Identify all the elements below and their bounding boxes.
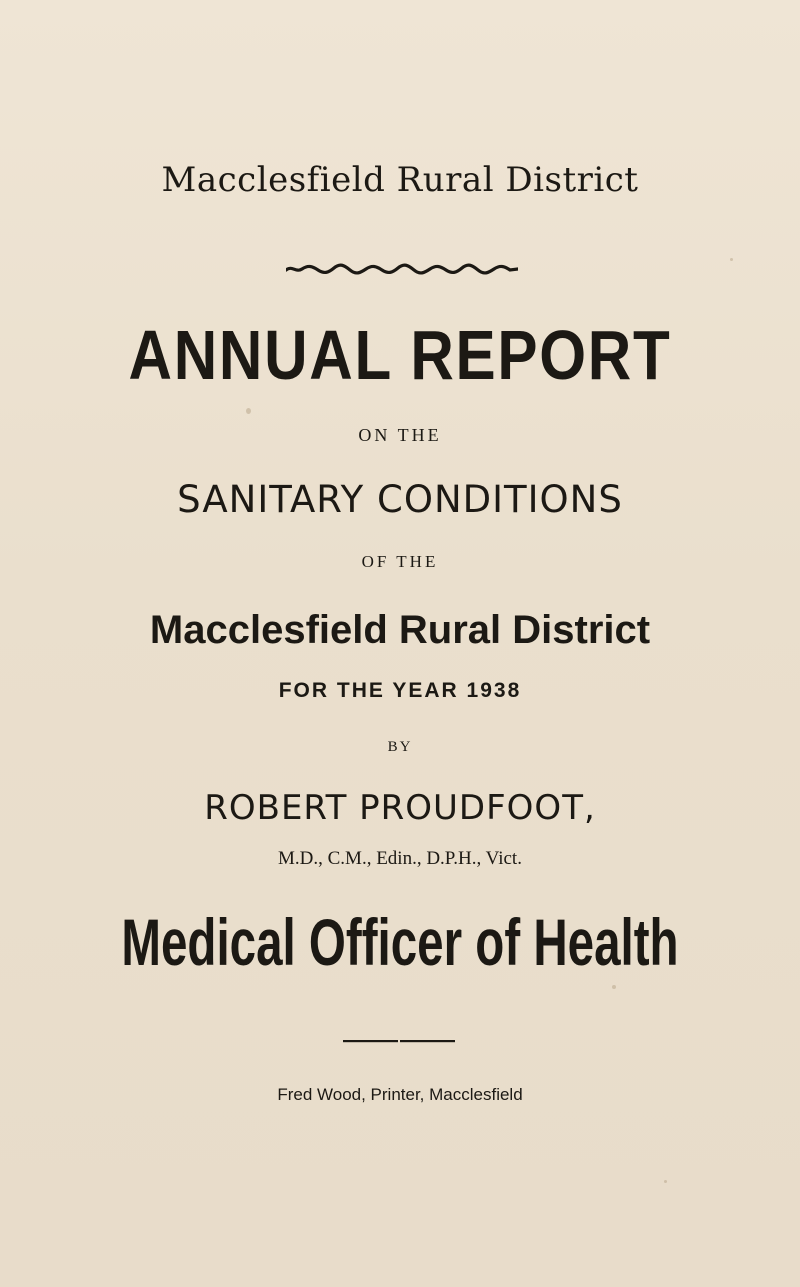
of-the-label: OF THE (361, 552, 439, 571)
by-label: BY (387, 739, 413, 755)
report-year: FOR THE YEAR 1938 (278, 679, 522, 702)
author-qualifications: M.D., C.M., Edin., D.P.H., Vict. (278, 848, 522, 869)
printer-imprint: Fred Wood, Printer, Macclesfield (277, 1085, 523, 1104)
report-subject: SANITARY CONDITIONS (177, 478, 623, 521)
district-heading: Macclesfield Rural District (161, 160, 639, 200)
wavy-ornamental-rule (286, 263, 518, 275)
ink-speck (246, 408, 251, 414)
ink-speck (664, 1180, 667, 1183)
short-divider-rule (343, 1039, 455, 1043)
ink-speck (730, 258, 733, 261)
on-the-label: ON THE (358, 425, 442, 445)
district-name: Macclesfield Rural District (149, 608, 651, 652)
author-name: ROBERT PROUDFOOT, (204, 788, 596, 828)
ink-speck (612, 985, 616, 989)
report-title: ANNUAL REPORT (128, 316, 672, 394)
author-role: Medical Officer of Health (121, 905, 679, 979)
